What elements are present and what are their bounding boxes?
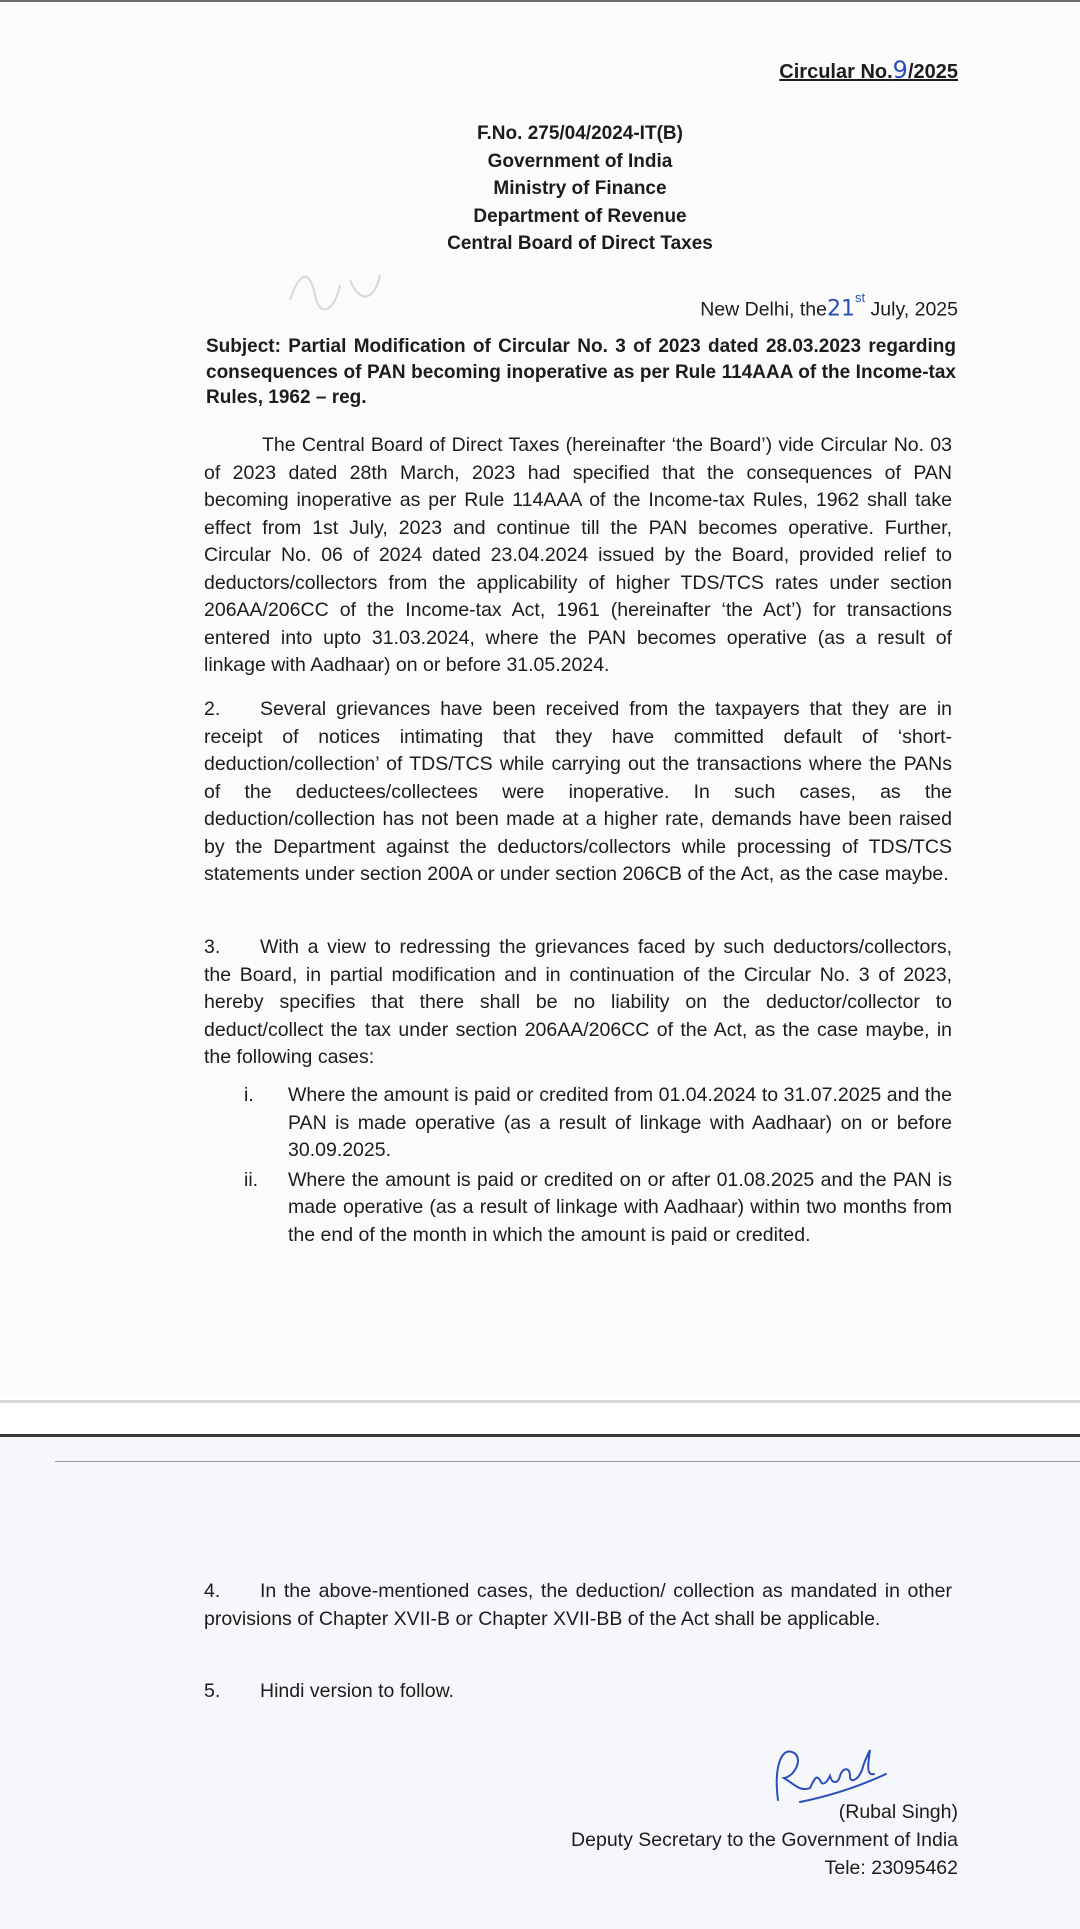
paragraph-3-number: 3.: [204, 936, 221, 958]
paragraph-2-text: Several grievances have been received from the taxpayers that they are in receipt of notices intimating that they have committed default of ‘short-deduction/collection’ of TDS/TCS while carrying out the transactions where the PANs of the deductees/collectees were inoperative. In such cases, as the deduction/collection has not been made at a higher rate, demands have been raised by the Department against the deductors/collectors while processing of TDS/TCS statements under section 200A or under section 206CB of the Act, as the case maybe.: [204, 698, 952, 885]
date-prefix: New Delhi, the: [700, 298, 827, 321]
circular-year: /2025: [907, 61, 958, 83]
paragraph-5-number: 5.: [204, 1680, 221, 1702]
signatory-designation: Deputy Secretary to the Government of India: [571, 1829, 958, 1851]
circular-label: Circular No.: [779, 61, 893, 83]
signatory-telephone: Tele: 23095462: [824, 1857, 958, 1879]
handwritten-date-suffix: st: [855, 290, 866, 305]
paragraph-2: [204, 696, 952, 889]
signatory-name: (Rubal Singh): [838, 1801, 958, 1823]
page-2-top-rule: [55, 1461, 1080, 1462]
date-month-year: July, 2025: [865, 298, 958, 321]
paragraph-4-text: In the above-mentioned cases, the deduction/ collection as mandated in other provisions of Chapter XVII-B or Chapter XVII-BB of the Act shall be applicable.: [204, 1580, 952, 1630]
list-item-marker: i.: [244, 1084, 254, 1106]
paragraph-4-number: 4.: [204, 1580, 221, 1602]
paragraph-3-text: With a view to redressing the grievances faced by such deductors/collectors, the Board, in partial modification and in continuation of the Circular No. 3 of 2023, hereby specifies that there shall be no liability on the deductor/collector to deduct/collect the tax under section 206AA/206CC of the Act, as the case maybe, in the following cases:: [204, 936, 952, 1068]
paragraph-4: [204, 1578, 952, 1633]
department-name: Department of Revenue: [473, 205, 687, 227]
letterhead: [0, 120, 1080, 258]
file-number: F.No. 275/04/2024-IT(B): [477, 123, 683, 144]
board-name: Central Board of Direct Taxes: [447, 233, 713, 254]
subject-line: Subject: Partial Modification of Circular No. 3 of 2023 dated 28.03.2023 regarding consequences of PAN becoming inoperative as per Rule 114AAA of the Income-tax Rules, 1962 – reg.: [206, 336, 956, 408]
government-name: Government of India: [487, 150, 673, 172]
paragraph-5-text: Hindi version to follow.: [260, 1680, 455, 1702]
signature-block: [571, 1798, 958, 1882]
list-item: [204, 1167, 952, 1250]
list-item-text: Where the amount is paid or credited from 01.04.2024 to 31.07.2025 and the PAN is made operative (as a result of linkage with Aadhaar) on or before 30.09.2025.: [288, 1084, 952, 1161]
paragraph-1-text: The Central Board of Direct Taxes (hereinafter ‘the Board’) vide Circular No. 03 of 2023 dated 28th March, 2023 had specified that the consequences of PAN becoming inoperative as per Rule 114AAA of the Income-tax Rules, 1962 shall take effect from 1st July, 2023 and continue till the PAN becomes operative. Further, Circular No. 06 of 2024 dated 23.04.2024 issued by the Board, provided relief to deductors/collectors from the applicability of higher TDS/TCS rates under section 206AA/206CC of the Income-tax Act, 1961 (hereinafter ‘the Act’) for transactions entered into upto 31.03.2024, where the PAN becomes operative (as a result of linkage with Aadhaar) on or before 31.05.2024.: [204, 434, 952, 676]
ministry-name: Ministry of Finance: [493, 178, 667, 199]
dateline: [700, 290, 958, 322]
paragraph-1: [204, 432, 952, 680]
list-item: [204, 1082, 952, 1165]
paragraph-2-number: 2.: [204, 698, 221, 720]
page-divider: [0, 1400, 1080, 1403]
faint-initials-mark: [280, 260, 390, 320]
cases-list: [204, 1082, 952, 1251]
circular-number: [779, 56, 958, 84]
list-item-marker: ii.: [244, 1168, 259, 1191]
list-item-text: Where the amount is paid or credited on or after 01.08.2025 and the PAN is made operative (as a result of linkage with Aadhaar) within two months from the end of the month in which the amount is paid or credited.: [288, 1168, 952, 1246]
paragraph-5: [204, 1678, 952, 1706]
handwritten-date-day: 21: [827, 296, 855, 322]
handwritten-circular-number: 9: [892, 56, 908, 84]
paragraph-3: [204, 934, 952, 1072]
